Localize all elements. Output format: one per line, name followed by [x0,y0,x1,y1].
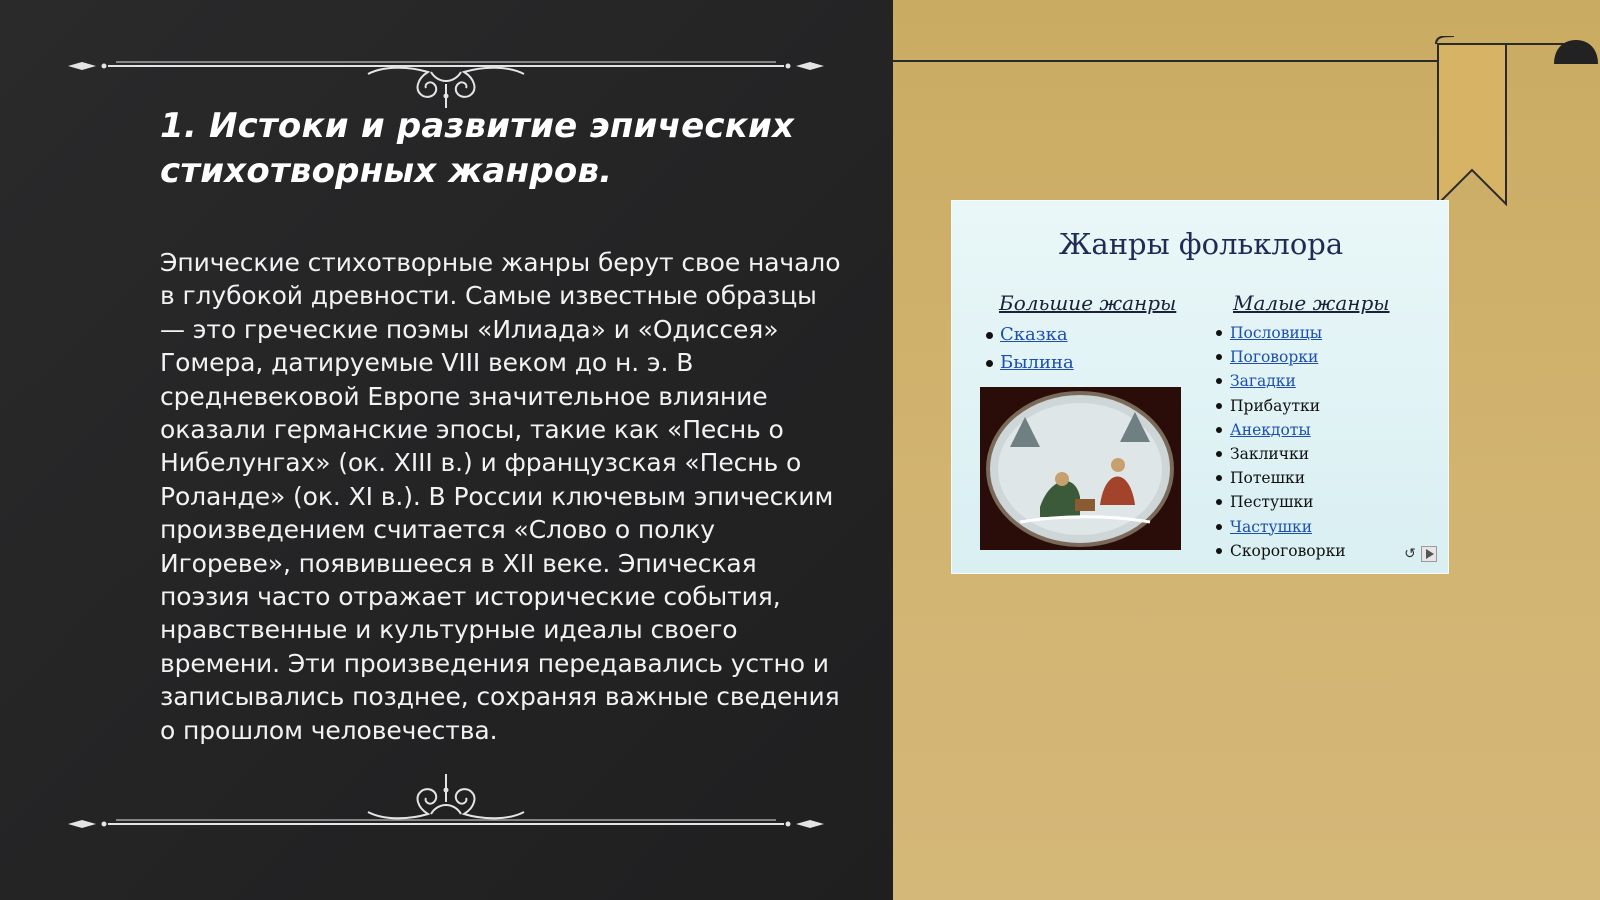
bottom-ornament-divider [68,772,824,832]
genre-link-anekdoty[interactable]: Анекдоты [1230,420,1311,439]
big-genres-list [986,321,1074,377]
card-title: Жанры фольклора [1058,227,1344,261]
genre-link-zagadki[interactable]: Загадки [1230,372,1296,391]
ribbon-bookmark-icon [1434,36,1600,206]
list-item[interactable] [1216,418,1346,442]
small-genres-heading: Малые жанры [1233,291,1390,315]
slide-title: 1. Истоки и развитие эпических стихотворных жанров. [160,106,795,191]
small-genres-list [1216,321,1346,563]
folklore-genres-card [951,200,1449,574]
list-item[interactable] [1216,345,1346,369]
big-genres-heading: Большие жанры [999,291,1177,315]
genre-label-skorogovorki: Скороговорки [1230,541,1346,560]
genre-label-pribautki: Прибаутки [1230,396,1321,415]
list-item[interactable] [986,321,1074,349]
genre-label-zaklichki: Заклички [1230,444,1310,463]
genre-label-pestushki: Пестушки [1230,493,1314,512]
list-item[interactable] [1216,369,1346,393]
genre-link-chastushki[interactable]: Частушки [1230,517,1313,536]
folk-art-painting-image [980,387,1181,550]
list-item[interactable] [986,349,1074,377]
list-item [1216,394,1346,418]
genre-link-pogovorki[interactable]: Поговорки [1230,348,1319,367]
list-item [1216,442,1346,466]
top-ornament-divider [68,50,824,110]
list-item [1216,466,1346,490]
genre-link-skazka[interactable]: Сказка [1000,324,1068,345]
list-item[interactable] [1216,321,1346,345]
list-item [1216,490,1346,514]
horizontal-rule [893,60,1453,62]
play-next-icon[interactable] [1421,546,1437,562]
genre-label-poteshki: Потешки [1230,469,1306,488]
genre-link-bylina[interactable]: Былина [1000,352,1074,373]
genre-link-poslovitsy[interactable]: Пословицы [1230,324,1323,342]
slide-body-text: Эпические стихотворные жанры берут свое начало в глубокой древности. Самые известные образцы — это греческие поэмы «Илиада» и «Одиссея» Гомера, датируемые VIII веком до н. э. В средневековой Европе значительное влияние оказали германские эпосы, такие как «Песнь о Нибелунгах» (ок. XIII в.) и французская «Песнь о Роланде» (ок. XI в.). В России ключевым эпическим произведением считается «Слово о полку Игореве», появившееся в XII веке. Эпическая поэзия часто отражает исторические события, нравственные и культурные идеалы своего времени. Эти произведения передавались устно и записывались позднее, сохраняя важные сведения о прошлом человечества. [160,248,841,745]
list-item [1216,539,1346,563]
list-item[interactable] [1216,515,1346,539]
return-icon[interactable]: ↺ [1404,546,1416,562]
